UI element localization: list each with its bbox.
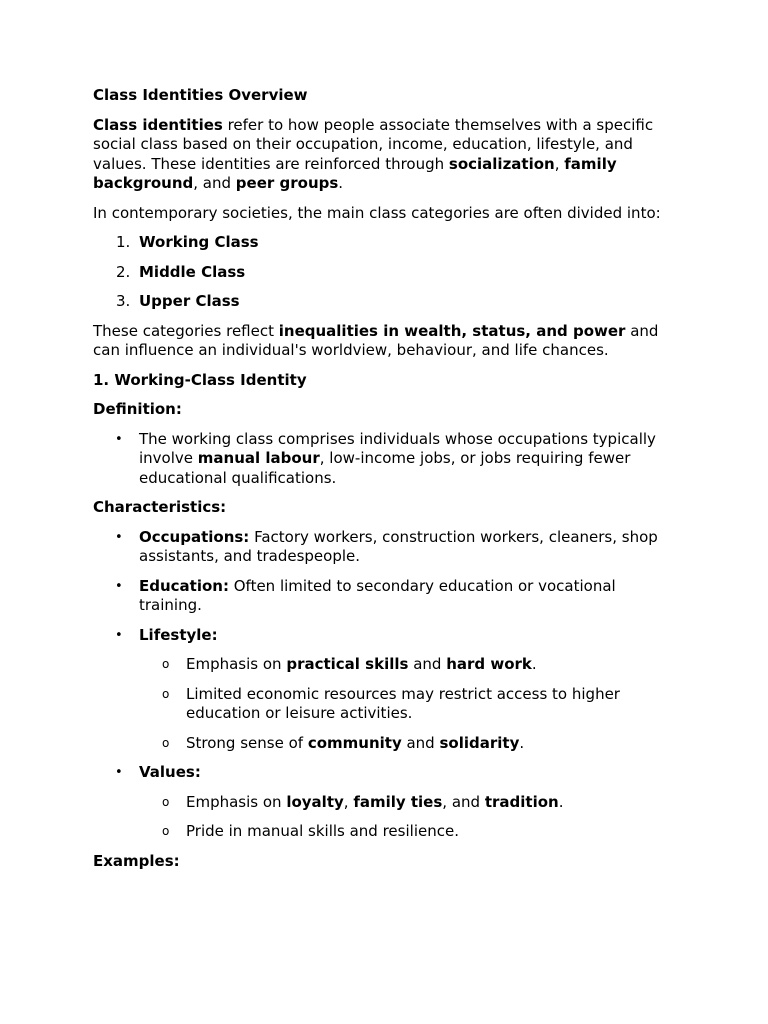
intro-end: . [338, 174, 344, 192]
reflect-bold: inequalities in wealth, status, and power [278, 321, 626, 340]
bullet-icon: • [115, 765, 123, 780]
circle-bullet-icon: o [162, 686, 170, 701]
category-item [93, 233, 683, 253]
subitem-end: . [531, 655, 537, 673]
circle-bullet-icon: o [162, 824, 170, 838]
intro-bold-socialization: socialization [448, 154, 555, 173]
subitem-bold: loyalty [286, 792, 344, 811]
subitem-text: Emphasis on [186, 792, 287, 811]
intro-bold-peer: peer groups [235, 174, 339, 192]
subitem-bold: solidarity [439, 733, 520, 752]
subitem-bold: hard work [446, 655, 532, 673]
subitem-text: Emphasis on [186, 655, 287, 673]
lifestyle-item [93, 626, 683, 646]
reflect-text: These categories reflect [93, 321, 279, 340]
occupations-label: Occupations: [139, 527, 250, 546]
subitem-text: and [408, 655, 447, 673]
subitem-bold: tradition [484, 792, 559, 811]
subitem-text: and [401, 733, 440, 752]
definition-item [93, 430, 683, 489]
intro-term: Class identities [93, 115, 223, 134]
intro-sep: , and [193, 174, 236, 192]
reflect-paragraph [93, 322, 683, 361]
list-number: 2. [116, 262, 131, 281]
reflect-text: and can influence an individual's worldview, behaviour, and life chances. [93, 321, 659, 359]
lifestyle-subitem [93, 734, 683, 754]
document-body [93, 86, 683, 881]
definition-text: The working class comprises individuals whose occupations typically involve [139, 429, 656, 467]
category-label: Upper Class [139, 292, 240, 310]
bullet-icon: • [115, 529, 123, 545]
subitem-text: Pride in manual skills and resilience. [186, 822, 459, 840]
characteristics-heading: Characteristics: [93, 498, 227, 516]
intro-text: refer to how people associate themselves with a specific social class based on their occupation, income, education, lifestyle, and values. These identities are reinforced through [93, 115, 654, 173]
subitem-text: Strong sense of [186, 733, 308, 752]
education-item [93, 577, 683, 616]
list-number: 1. [116, 233, 131, 251]
category-item [93, 292, 683, 312]
examples-heading: Examples: [93, 851, 180, 870]
subitem-text: Limited economic resources may restrict access to higher education or leisure activities. [186, 684, 620, 722]
subitem-sep: , and [442, 792, 485, 811]
intro-paragraph [93, 116, 683, 194]
education-label: Education: [139, 576, 229, 595]
lifestyle-subitem [93, 685, 683, 724]
subitem-bold: practical skills [286, 655, 409, 673]
circle-bullet-icon: o [162, 735, 170, 750]
subitem-bold: family ties [353, 792, 443, 811]
values-subitem [93, 793, 683, 813]
category-label: Middle Class [139, 262, 246, 281]
category-label: Working Class [139, 233, 259, 251]
subitem-end: . [558, 792, 564, 811]
definition-text: , low-income jobs, or jobs requiring fewer educational qualifications. [139, 449, 631, 487]
values-subitem [93, 822, 683, 842]
bullet-icon: • [115, 431, 123, 447]
values-label: Values: [139, 763, 201, 781]
section-heading: 1. Working-Class Identity [93, 370, 307, 389]
intro-bold-family: family background [93, 154, 617, 192]
subitem-sep: , [343, 792, 354, 811]
circle-bullet-icon: o [162, 657, 170, 671]
definition-heading: Definition: [93, 400, 182, 418]
occupations-text: Factory workers, construction workers, cleaners, shop assistants, and tradespeople. [139, 527, 658, 565]
category-item [93, 263, 683, 283]
categories-intro: In contemporary societies, the main class categories are often divided into: [93, 203, 661, 222]
circle-bullet-icon: o [162, 794, 170, 809]
values-item [93, 763, 683, 783]
subitem-end: . [519, 733, 525, 752]
document-title: Class Identities Overview [93, 86, 308, 104]
intro-sep: , [554, 154, 565, 173]
bullet-icon: • [115, 578, 123, 594]
list-number: 3. [116, 292, 131, 310]
lifestyle-subitem [93, 655, 683, 675]
definition-bold: manual labour [197, 449, 320, 467]
education-text: Often limited to secondary education or vocational training. [139, 576, 616, 614]
lifestyle-label: Lifestyle: [139, 625, 218, 644]
bullet-icon: • [115, 627, 123, 643]
subitem-bold: community [307, 733, 402, 752]
occupations-item [93, 528, 683, 567]
